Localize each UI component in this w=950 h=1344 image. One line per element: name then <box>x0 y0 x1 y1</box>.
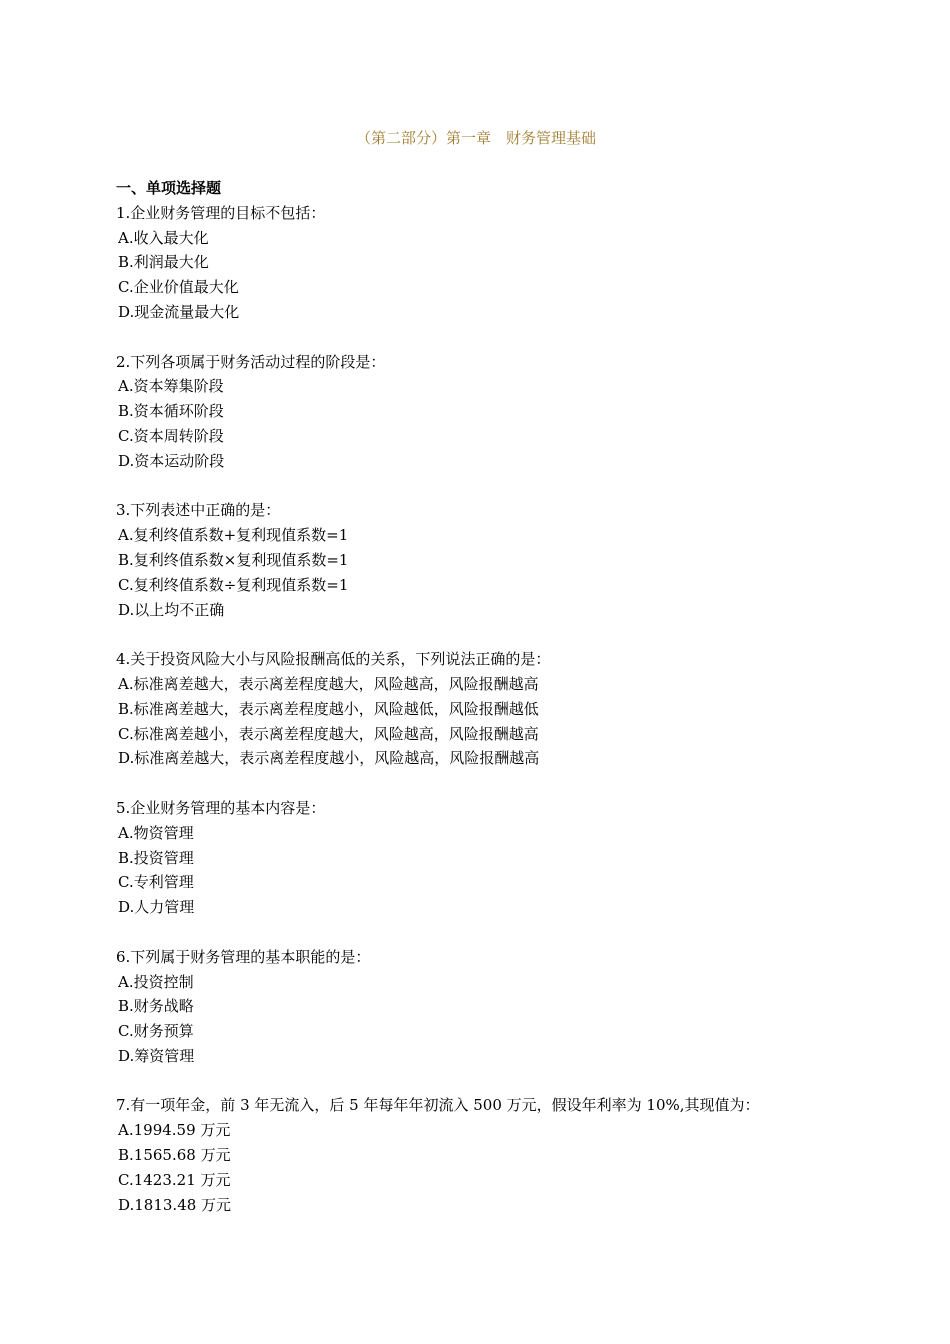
option-c: C.专利管理 <box>118 873 194 892</box>
option-d: D.现金流量最大化 <box>118 302 240 321</box>
option-b: B.财务战略 <box>118 997 194 1016</box>
option-a: A.标准离差越大，表示离差程度越大，风险越高，风险报酬越高 <box>118 674 539 693</box>
option-b: B.投资管理 <box>118 848 194 867</box>
question-stem: 6.下列属于财务管理的基本职能的是： <box>116 947 371 966</box>
question-stem: 7.有一项年金，前 3 年无流入，后 5 年每年年初流入 500 万元，假设年利率为 10%,其现值为： <box>116 1096 760 1115</box>
question-2 <box>116 350 836 474</box>
section-heading: 一、单项选择题 <box>116 179 222 197</box>
option-a: A.物资管理 <box>118 823 194 842</box>
option-a: A.资本筹集阶段 <box>118 377 224 396</box>
option-c: C.企业价值最大化 <box>118 278 239 297</box>
document-page <box>116 124 836 1242</box>
option-b: B.1565.68 万元 <box>118 1146 231 1165</box>
option-b: B.标准离差越大，表示离差程度越小，风险越低，风险报酬越低 <box>118 699 539 718</box>
question-7 <box>116 1093 836 1217</box>
question-6 <box>116 945 836 1069</box>
question-stem: 1.企业财务管理的目标不包括： <box>116 203 326 222</box>
option-d: D.资本运动阶段 <box>118 451 225 470</box>
question-5 <box>116 796 836 920</box>
question-stem: 4.关于投资风险大小与风险报酬高低的关系，下列说法正确的是： <box>116 650 551 669</box>
option-d: D.标准离差越大，表示离差程度越小，风险越高，风险报酬越高 <box>118 749 540 768</box>
option-a: A.复利终值系数+复利现值系数=1 <box>118 526 349 545</box>
question-stem: 5.企业财务管理的基本内容是： <box>116 798 326 817</box>
option-c: C.资本周转阶段 <box>118 426 224 445</box>
option-d: D.筹资管理 <box>118 1046 195 1065</box>
option-a: A.1994.59 万元 <box>118 1121 231 1140</box>
question-1 <box>116 201 836 325</box>
option-b: B.资本循环阶段 <box>118 402 224 421</box>
option-a: A.收入最大化 <box>118 228 209 247</box>
option-c: C.财务预算 <box>118 1022 194 1041</box>
option-c: C.1423.21 万元 <box>118 1170 231 1189</box>
document-title: （第二部分）第一章 财务管理基础 <box>355 129 596 147</box>
question-3 <box>116 498 836 622</box>
question-stem: 3.下列表述中正确的是： <box>116 501 281 520</box>
option-a: A.投资控制 <box>118 972 194 991</box>
option-b: B.复利终值系数×复利现值系数=1 <box>118 550 349 569</box>
option-b: B.利润最大化 <box>118 253 209 272</box>
question-stem: 2.下列各项属于财务活动过程的阶段是： <box>116 352 386 371</box>
option-d: D.1813.48 万元 <box>118 1195 232 1214</box>
question-4 <box>116 647 836 771</box>
option-c: C.复利终值系数÷复利现值系数=1 <box>118 575 349 594</box>
option-d: D.以上均不正确 <box>118 600 225 619</box>
option-c: C.标准离差越小，表示离差程度越大，风险越高，风险报酬越高 <box>118 724 539 743</box>
option-d: D.人力管理 <box>118 898 195 917</box>
